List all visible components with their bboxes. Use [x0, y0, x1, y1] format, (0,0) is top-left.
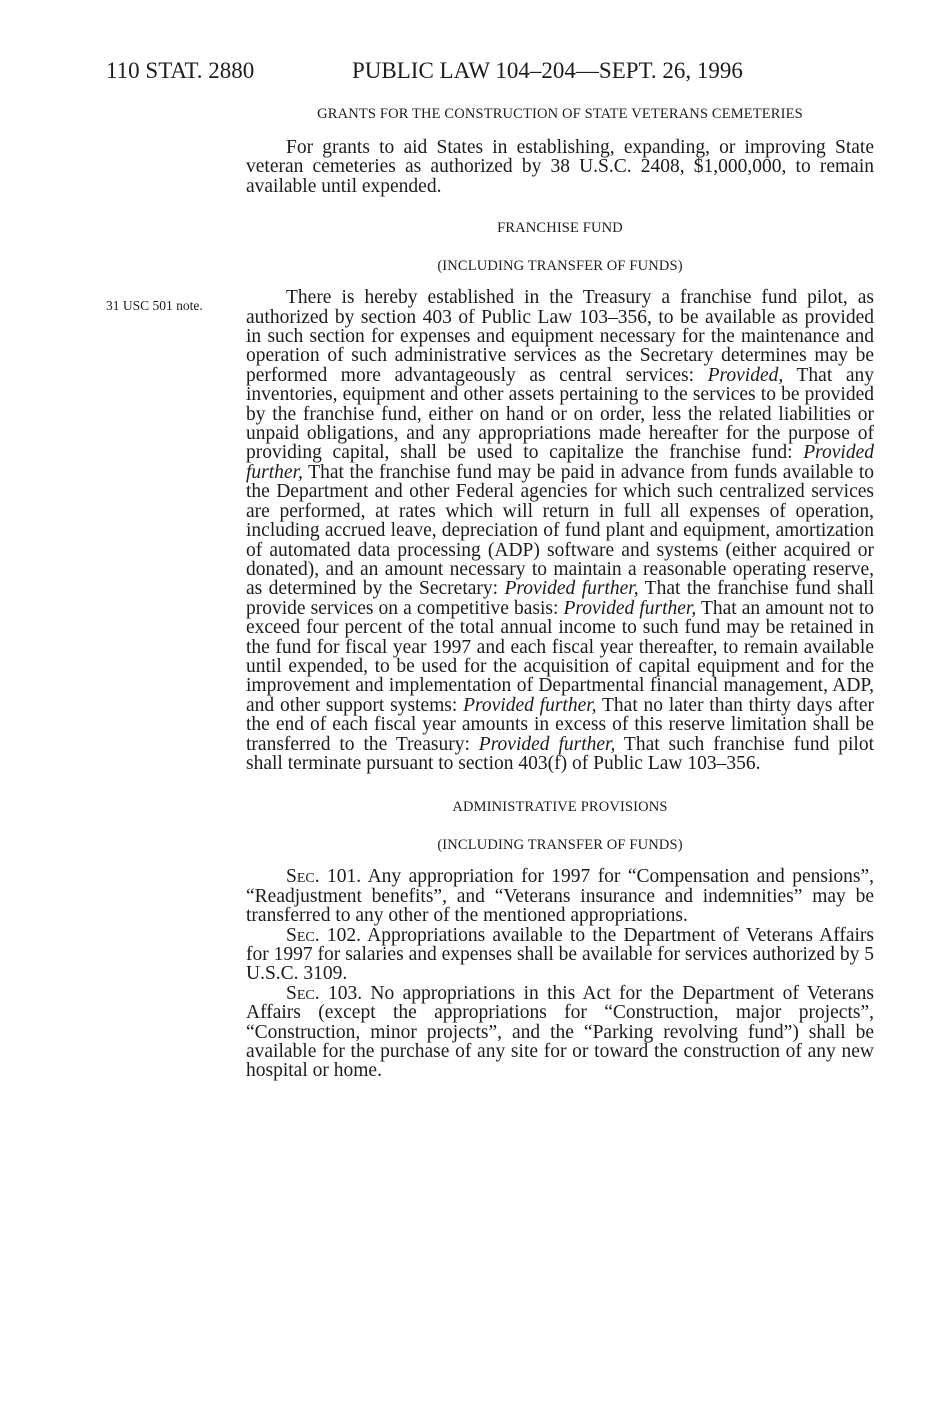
section-102-text: Appropriations available to the Department of Veterans Affairs for 1997 for salaries and expenses shall be available for services authorized by 5 U.S.C. 3109.	[246, 924, 874, 985]
proviso-label: Provided further,	[463, 694, 597, 716]
section-101-text: Any appropriation for 1997 for “Compensation and pensions”, “Readjustment benefits”, and “Veterans insurance and indemnities” may be transferred to any other of the mentioned appropriations.	[246, 866, 874, 927]
franchise-fund-subheading: (INCLUDING TRANSFER OF FUNDS)	[437, 258, 683, 275]
franchise-fund-heading: FRANCHISE FUND	[497, 220, 623, 237]
section-103-text: No appropriations in this Act for the Department of Veterans Affairs (except the appropriations for “Construction, major projects”, “Construction, minor projects”, and the “Parking revolving fund”) shall be available for the purchase of any site for or toward the construction of any new hospital or home.	[246, 982, 874, 1082]
proviso-label: Provided further,	[563, 597, 697, 619]
public-law-citation: PUBLIC LAW 104–204—SEPT. 26, 1996	[352, 58, 743, 83]
text-span: That the franchise fund shall provide services on a competitive basis:	[246, 578, 874, 619]
running-head	[106, 56, 806, 86]
administrative-provisions-subheading: (INCLUDING TRANSFER OF FUNDS)	[437, 837, 683, 854]
text-span: That such franchise fund pilot shall terminate pursuant to section 403(f) of Public Law 103–356.	[246, 733, 874, 774]
administrative-provisions-section	[246, 867, 874, 1080]
section-102-paragraph	[246, 926, 874, 984]
cemeteries-heading: GRANTS FOR THE CONSTRUCTION OF STATE VETERANS CEMETERIES	[317, 106, 803, 122]
administrative-provisions-heading: ADMINISTRATIVE PROVISIONS	[452, 799, 668, 816]
text-span: There is hereby established in the Treasury a franchise fund pilot, as authorized by section 403 of Public Law 103–356, to be available as provided in such section for expenses and equipment necessary for the maintenance and operation of such administrative services as the Secretary determines may be performed more advantageously as central services:	[246, 287, 874, 386]
stat-page-reference: 110 STAT. 2880	[106, 58, 255, 83]
section-103-label: Sec. 103.	[286, 982, 363, 1004]
text-span: That no later than thirty days after the end of each fiscal year amounts in excess of this reserve limitation shall be transferred to the Treasury:	[246, 694, 874, 755]
document-body	[246, 104, 874, 1081]
section-101-label: Sec. 101.	[286, 866, 362, 888]
proviso-label: Provided,	[707, 364, 784, 386]
section-102-label: Sec. 102.	[286, 924, 361, 946]
margin-note-citation: 31 USC 501 note.	[106, 298, 203, 313]
cemeteries-paragraph: For grants to aid States in establishing, expanding, or improving State veteran cemeteries as authorized by 38 U.S.C. 2408, $1,000,000, to remain available until expended.	[246, 137, 874, 197]
cemeteries-section	[246, 138, 874, 196]
text-span: That an amount not to exceed four percent of the total annual income to such fund may be retained in the fund for fiscal year 1997 and each fiscal year thereafter, to remain available until expended, to be used for the acquisition of capital equipment and for the improvement and implementation of Departmental financial management, ADP, and other support systems:	[246, 597, 874, 716]
franchise-fund-section	[246, 288, 874, 773]
text-span: That any inventories, equipment and other assets pertaining to the services to be provided by the franchise fund, either on hand or on order, less the related liabilities or unpaid obligations, and any appropriations made hereafter for the purpose of providing capital, shall be used to capitalize the franchise fund:	[246, 364, 874, 464]
proviso-label: Provided further,	[504, 578, 639, 600]
proviso-label: Provided further,	[478, 733, 616, 755]
section-103-paragraph	[246, 984, 874, 1081]
proviso-label: Provided further,	[246, 442, 874, 483]
section-101-paragraph	[246, 867, 874, 925]
franchise-fund-paragraph	[246, 288, 874, 773]
text-span: That the franchise fund may be paid in advance from funds available to the Department and other Federal agencies for which such centralized services are performed, at rates which will return in full all expenses of operation, including accrued leave, depreciation of fund plant and equipment, amortization of automated data processing (ADP) software and systems (either acquired or donated), and an amount necessary to maintain a reasonable operating reserve, as determined by the Secretary:	[246, 461, 874, 600]
